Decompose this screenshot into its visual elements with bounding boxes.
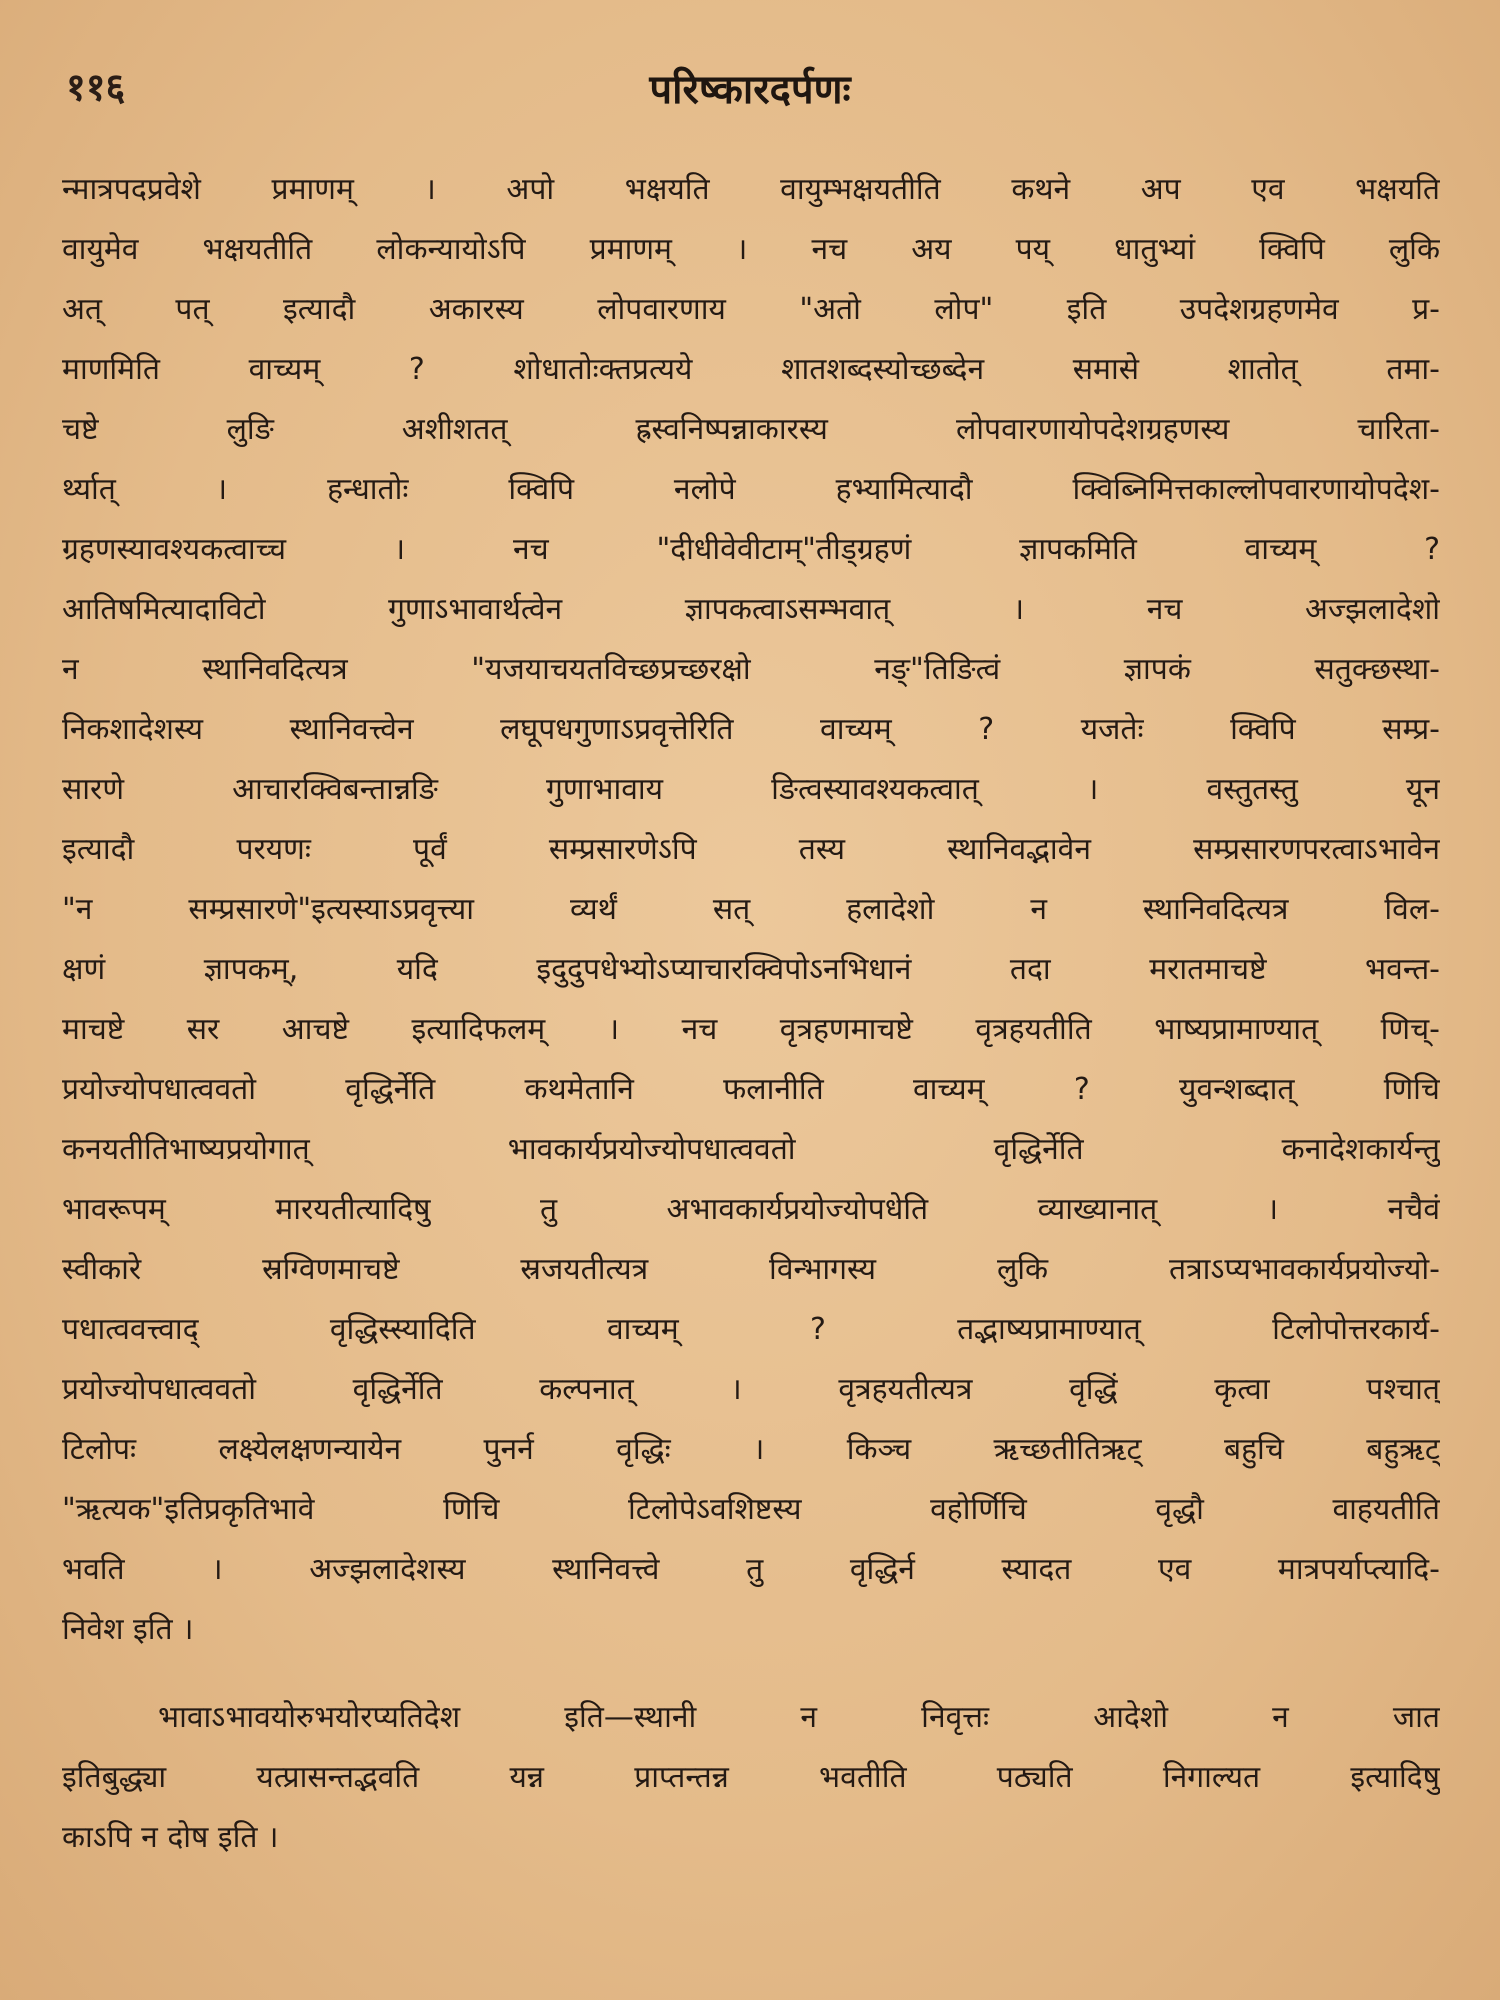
paragraph: [62, 160, 1440, 1660]
text-line: पधात्ववत्त्वाद् वृद्धिस्स्यादिति वाच्यम् ? तद्भाष्यप्रामाण्यात् टिलोपोत्तरकार्य-: [62, 1312, 1440, 1347]
page-header: [60, 58, 1440, 118]
text-line: वायुमेव भक्षयतीति लोकन्यायोऽपि प्रमाणम् । नच अय पय् धातुभ्यां क्विपि लुकि: [62, 232, 1440, 267]
text-line: र्थ्यात् । हन्धातोः क्विपि नलोपे हभ्यामित्यादौ क्विब्निमित्तकाल्लोपवारणायोपदेश-: [62, 472, 1440, 507]
paragraph: [62, 1688, 1440, 1868]
text-line: निवेश इति ।: [62, 1612, 194, 1647]
text-line: टिलोपः लक्ष्येलक्षणन्यायेन पुनर्न वृद्धिः । किञ्च ऋच्छतीतिऋट् बहुचि बहुऋट्: [62, 1432, 1440, 1467]
text-line: इतिबुद्ध्या यत्प्रासन्तद्भवति यन्न प्राप्तन्तन्न भवतीति पठ्यति निगाल्यत इत्यादिषु: [62, 1760, 1440, 1795]
text-line: "ऋत्यक"इतिप्रकृतिभावे णिचि टिलोपेऽवशिष्टस्य वहोर्णिचि वृद्धौ वाहयतीति: [62, 1492, 1440, 1527]
text-line: भवति । अज्झलादेशस्य स्थानिवत्त्वे तु वृद्धिर्न स्यादत एव मात्रपर्याप्त्यादि-: [62, 1552, 1440, 1587]
text-line: भावरूपम् मारयतीत्यादिषु तु अभावकार्यप्रयोज्योपधेति व्याख्यानात् । नचैवं: [62, 1192, 1440, 1227]
text-line: "न सम्प्रसारणे"इत्यस्याऽप्रवृत्त्या व्यर्थं सत् हलादेशो न स्थानिवदित्यत्र विल-: [62, 892, 1440, 927]
text-line: प्रयोज्योपधात्ववतो वृद्धिर्नेति कथमेतानि फलानीति वाच्यम् ? युवन्शब्दात् णिचि: [62, 1072, 1440, 1107]
text-line: न स्थानिवदित्यत्र "यजयाचयतविच्छप्रच्छरक्षो नङ्"तिङित्वं ज्ञापकं सतुक्छस्था-: [62, 652, 1440, 687]
text-line: काऽपि न दोष इति ।: [62, 1820, 279, 1855]
text-line: ग्रहणस्यावश्यकत्वाच्च । नच "दीधीवेवीटाम्"तीड्ग्रहणं ज्ञापकमिति वाच्यम् ?: [62, 532, 1440, 567]
running-title: परिष्कारदर्पणः: [649, 67, 851, 113]
text-line: माणमिति वाच्यम् ? शोधातोःक्तप्रत्यये शातशब्दस्योच्छब्देन समासे शातोत् तमा-: [62, 352, 1440, 387]
text-line: कनयतीतिभाष्यप्रयोगात् भावकार्यप्रयोज्योपधात्ववतो वृद्धिर्नेति कनादेशकार्यन्तु: [62, 1132, 1440, 1167]
text-line: स्वीकारे स्रग्विणमाचष्टे स्रजयतीत्यत्र विन्भागस्य लुकि तत्राऽप्यभावकार्यप्रयोज्यो-: [62, 1252, 1440, 1287]
text-line: न्मात्रपदप्रवेशे प्रमाणम् । अपो भक्षयति वायुम्भक्षयतीति कथने अप एव भक्षयति: [62, 172, 1440, 207]
text-line: अत् पत् इत्यादौ अकारस्य लोपवारणाय "अतो लोप" इति उपदेशग्रहणमेव प्र-: [62, 292, 1440, 327]
text-line: इत्यादौ परयणः पूर्वं सम्प्रसारणेऽपि तस्य स्थानिवद्भावेन सम्प्रसारणपरत्वाऽभावेन: [62, 832, 1440, 867]
text-line: प्रयोज्योपधात्ववतो वृद्धिर्नेति कल्पनात् । वृत्रहयतीत्यत्र वृद्धिं कृत्वा पश्चात्: [62, 1372, 1440, 1407]
text-line: माचष्टे सर आचष्टे इत्यादिफलम् । नच वृत्रहणमाचष्टे वृत्रहयतीति भाष्यप्रामाण्यात् णिच्-: [62, 1012, 1440, 1047]
text-line: भावाऽभावयोरुभयोरप्यतिदेश इति—स्थानी न निवृत्तः आदेशो न जात: [158, 1700, 1440, 1735]
text-line: सारणे आचारक्विबन्तान्नङि गुणाभावाय ङित्वस्यावश्यकत्वात् । वस्तुतस्तु यून: [62, 772, 1440, 807]
text-line: क्षणं ज्ञापकम्, यदि इदुदुपधेभ्योऽप्याचारक्विपोऽनभिधानं तदा मरातमाचष्टे भवन्त-: [62, 952, 1440, 987]
text-line: चष्टे लुङि अशीशतत् ह्रस्वनिष्पन्नाकारस्य लोपवारणायोपदेशग्रहणस्य चारिता-: [62, 412, 1440, 447]
body-text: [62, 160, 1440, 1868]
text-line: आतिषमित्यादाविटो गुणाऽभावार्थत्वेन ज्ञापकत्वाऽसम्भवात् । नच अज्झलादेशो: [62, 592, 1440, 627]
page-number: ११६: [66, 65, 126, 109]
paragraph-gap: [62, 1660, 1440, 1688]
text-line: निकशादेशस्य स्थानिवत्त्वेन लघूपधगुणाऽप्रवृत्तेरिति वाच्यम् ? यजतेः क्विपि सम्प्र-: [62, 712, 1440, 747]
